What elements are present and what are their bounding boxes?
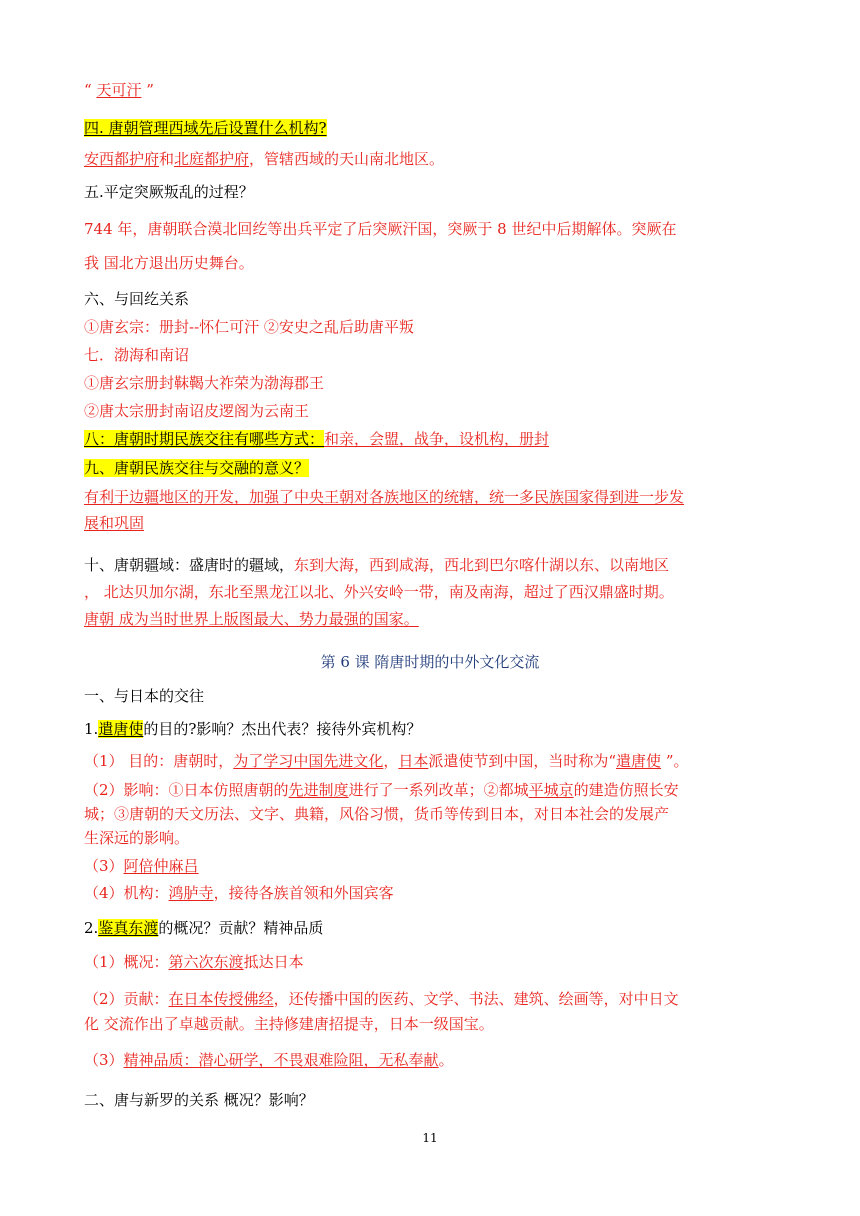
envoys-representative: （3）阿倍仲麻吕 xyxy=(84,857,199,875)
page-number: 11 xyxy=(422,1131,438,1145)
answer-5-line2: 我 国北方退出历史舞台。 xyxy=(84,254,254,272)
section-japan: 一、与日本的交往 xyxy=(84,687,205,705)
envoys-impact-line1: （2）影响：①日本仿照唐朝的先进制度进行了一系列改革；②都城平城京的建造仿照长安 xyxy=(84,781,679,799)
question-10-line3: 唐朝 成为当时世界上版图最大、势力最强的国家。 xyxy=(84,610,419,628)
envoys-impact-line2: 城；③唐朝的天文历法、文字、典籍，风俗习惯，货币等传到日本，对日本社会的发展产 xyxy=(84,805,670,823)
answer-6: ①唐玄宗：册封--怀仁可汗 ②安史之乱后助唐平叛 xyxy=(84,318,414,336)
question-10-line1: 十、唐朝疆域：盛唐时的疆域，东到大海，西到咸海，西北到巴尔喀什湖以东、以南地区 xyxy=(84,556,670,574)
line-tiankehan: “ 天可汗 ” xyxy=(84,81,154,99)
question-4: 四. 唐朝管理西域先后设置什么机构? xyxy=(84,119,327,137)
envoys-institution: （4）机构：鸿胪寺，接待各族首领和外国宾客 xyxy=(84,884,394,902)
jianzhen-overview: （1）概况：第六次东渡抵达日本 xyxy=(84,953,304,971)
question-5: 五.平定突厥叛乱的过程？ xyxy=(84,183,254,201)
heading-7: 七．渤海和南诏 xyxy=(84,346,190,364)
question-jianzhen: 2.鉴真东渡的概况？贡献？精神品质 xyxy=(84,919,324,937)
question-10-line2: ， 北达贝加尔湖，东北至黑龙江以北、外兴安岭一带，南及南海，超过了西汉鼎盛时期。 xyxy=(84,583,674,601)
answer-5-line1: 744 年，唐朝联合漠北回纥等出兵平定了后突厥汗国，突厥于 8 世纪中后期解体。突厥在 xyxy=(84,220,677,238)
jianzhen-contribution-line2: 化 交流作出了卓越贡献。主持修建唐招提寺，日本一级国宝。 xyxy=(84,1015,494,1033)
section-silla: 二、唐与新罗的关系 概况？影响？ xyxy=(84,1091,314,1109)
jianzhen-spirit: （3）精神品质：潜心研学，不畏艰难险阻，无私奉献。 xyxy=(84,1051,454,1069)
question-envoys: 1.遣唐使的目的?影响？杰出代表？接待外宾机构？ xyxy=(84,720,422,738)
answer-7-item1: ①唐玄宗册封靺鞨大祚荣为渤海郡王 xyxy=(84,374,325,392)
lesson-title: 第 6 课 隋唐时期的中外文化交流 xyxy=(320,653,540,671)
heading-6: 六、与回纥关系 xyxy=(84,290,190,308)
envoys-purpose: （1） 目的：唐朝时，为了学习中国先进文化，日本派遣使节到中国，当时称为“遣唐使 ”。 xyxy=(84,752,689,770)
envoys-impact-line3: 生深远的影响。 xyxy=(84,829,190,847)
answer-4: 安西都护府和北庭都护府，管辖西域的天山南北地区。 xyxy=(84,150,445,168)
answer-9-line1: 有利于边疆地区的开发，加强了中央王朝对各族地区的统辖，统一多民族国家得到进一步发 xyxy=(84,488,685,506)
jianzhen-contribution-line1: （2）贡献：在日本传授佛经，还传播中国的医药、文学、书法、建筑、绘画等，对中日文 xyxy=(84,990,679,1008)
answer-7-item2: ②唐太宗册封南诏皮逻阁为云南王 xyxy=(84,402,310,420)
question-9: 九、唐朝民族交往与交融的意义？ xyxy=(84,459,310,477)
answer-9-line2: 展和巩固 xyxy=(84,514,145,532)
question-8: 八：唐朝时期民族交往有哪些方式：和亲，会盟，战争，设机构，册封 xyxy=(84,430,550,448)
